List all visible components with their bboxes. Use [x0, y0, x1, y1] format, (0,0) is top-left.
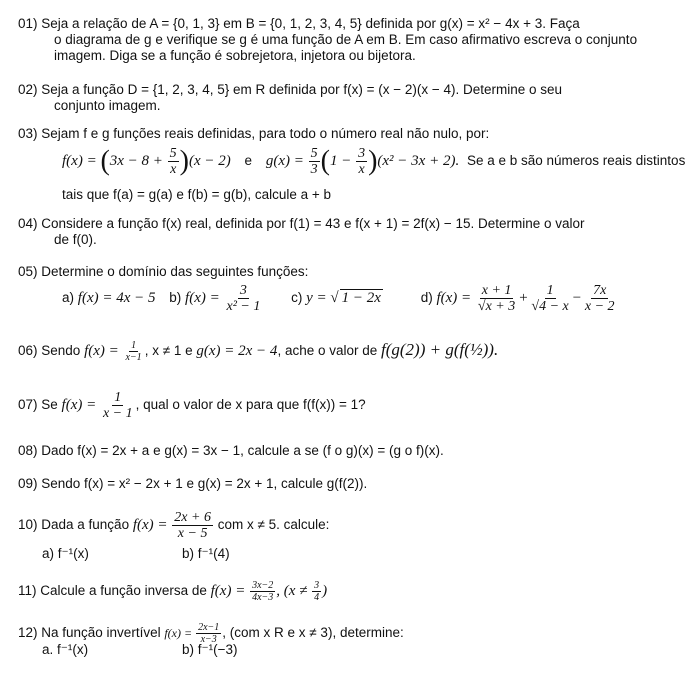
q05-d-num1: x + 1 — [481, 283, 512, 298]
question-09: 09) Sendo f(x) = x² − 2x + 1 e g(x) = 2x + 1, calcule g(f(2)). — [18, 476, 368, 491]
q03-g-num1: 5 — [310, 146, 318, 161]
q05-b-num: 3 — [239, 283, 247, 298]
question-10 — [18, 510, 329, 541]
question-08: 08) Dado f(x) = 2x + a e g(x) = 3x − 1, calcule a se (f o g)(x) = (g o f)(x). — [18, 443, 444, 458]
q03-f-b: (x − 2) — [189, 153, 231, 170]
q03-f-prefix: f(x) = — [62, 153, 101, 170]
q12-den: x−3 — [200, 634, 217, 645]
q03-g-a: 1 − — [329, 153, 356, 170]
question-06 — [18, 340, 498, 363]
q05-d-den3: x − 2 — [584, 299, 615, 314]
question-01 — [18, 16, 688, 64]
q03-g-den1: 3 — [310, 162, 318, 177]
q01-line3: imagem. Diga se a função é sobrejetora, injetora ou bijetora. — [54, 48, 416, 63]
q05-d-den2: √4 − x — [531, 299, 569, 314]
q10-a: a) f⁻¹(x) — [42, 546, 89, 561]
q05-d-label: d) — [420, 290, 433, 306]
q07-pre: 07) Se — [18, 397, 62, 413]
q06-f-den: x−1 — [125, 352, 142, 363]
q10-post: com x ≠ 5. calcule: — [213, 517, 330, 533]
q03-and: e — [244, 153, 253, 169]
q06-mid: , x ≠ 1 e — [144, 343, 197, 359]
q05-c-label: c) — [291, 290, 303, 306]
q03-tail: Se a e b são números reais distintos — [466, 153, 686, 169]
q10-num: 2x + 6 — [174, 510, 211, 525]
q05-d-den1: √x + 3 — [477, 299, 516, 314]
question-03 — [18, 126, 688, 142]
q11-pre: 11) Calcule a função inversa de — [18, 583, 211, 599]
q03-g-num2: 3 — [358, 146, 366, 161]
q03-f-num: 5 — [169, 146, 177, 161]
question-05 — [18, 264, 688, 280]
q10-b: b) f⁻¹(4) — [182, 546, 230, 561]
q11-num: 3x−2 — [252, 580, 274, 591]
q05-line1: 05) Determine o domínio das seguintes funções: — [18, 264, 309, 279]
q06-f-num: 1 — [131, 340, 137, 351]
q04-line1: 04) Considere a função f(x) real, definida por f(1) = 43 e f(x + 1) = 2f(x) − 15. Determine o valor — [18, 216, 585, 231]
q05-c-pre: y = √ — [306, 290, 339, 307]
q07-den: x − 1 — [102, 406, 133, 421]
q03-f-den: x — [170, 162, 177, 177]
q05-d-num2: 1 — [546, 283, 554, 298]
q11-c-den: 4 — [314, 592, 320, 603]
q03-f-a: 3x − 8 + — [109, 153, 167, 170]
q11-den: 4x−3 — [252, 592, 274, 603]
q05-b-label: b) — [169, 290, 182, 306]
q05-d-pre: f(x) = — [436, 290, 475, 307]
q12-num: 2x−1 — [198, 622, 220, 633]
q01-line2: o diagrama de g e verifique se g é uma função de A em B. Em caso afirmativo escreva o conjunto — [54, 32, 638, 47]
q11-c-num: 3 — [314, 580, 320, 591]
q06-ask: , ache o valor de — [277, 343, 382, 359]
q11-end: ) — [322, 583, 328, 600]
q10-den: x − 5 — [177, 526, 208, 541]
q06-f: f(x) = — [84, 343, 123, 360]
q06-g: g(x) = 2x − 4 — [196, 343, 278, 360]
q05-b-den: x² − 1 — [226, 299, 261, 314]
q12-post: , (com x R e x ≠ 3), determine: — [222, 625, 404, 641]
q07-f: f(x) = — [61, 397, 100, 414]
q04-line2: de f(0). — [54, 232, 97, 247]
q02-line2: conjunto imagem. — [54, 98, 161, 113]
q03-g-b: (x² − 3x + 2). — [377, 153, 460, 170]
q05-b-pre: f(x) = — [185, 290, 224, 307]
q11-mid: , (x ≠ — [276, 583, 312, 600]
q05-a-expr: f(x) = 4x − 5 — [77, 290, 156, 307]
q06-expr: f(g(2)) + g(f(½)). — [381, 340, 499, 360]
q12-pre: 12) Na função invertível — [18, 625, 165, 641]
q05-items: a) f(x) = 4x − 5 b) f(x) = $\frac{3}{\text{x² − 1}}$ c) y = √ 1 − 2x d) f(x) = $\frac{x + 1}{√x + 3}$ + $\frac{1}{√4 - x}$ − $\frac{7x}{x - 2}$ — [62, 283, 615, 314]
q01-line1: 01) Seja a relação de A = {0, 1, 3} em B = {0, 1, 2, 3, 4, 5} definida por g(x) = x² − 4x + 3. Faça — [18, 16, 580, 31]
q11-f: f(x) = — [210, 583, 250, 600]
q03-formula: f(x) = (3x − 8 + $\frac{5}{x}$ )(x − 2) e g(x) = $\frac{5}{3}$ (1 − $\frac{3}{x}$ )(x² − 3x + 2). Se a e b são números reais distintos — [62, 145, 686, 177]
q03-g-prefix: g(x) = — [265, 153, 308, 170]
q07-num: 1 — [114, 390, 122, 405]
q10-pre: 10) Dada a função — [18, 517, 133, 533]
question-04 — [18, 216, 688, 248]
question-07 — [18, 390, 366, 421]
q05-a-label: a) — [62, 290, 75, 306]
q05-d-num3: 7x — [593, 283, 607, 298]
q03-line1: 03) Sejam f e g funções reais definidas, para todo o número real não nulo, por: — [18, 126, 490, 141]
q12-f: f(x) = — [164, 626, 196, 641]
q12-b: b) f⁻¹(−3) — [182, 642, 238, 657]
question-02 — [18, 82, 688, 114]
q05-c-rad: 1 − 2x — [341, 290, 381, 307]
q03-line3: tais que f(a) = g(a) e f(b) = g(b), calcule a + b — [62, 187, 332, 202]
q10-f: f(x) = — [132, 517, 172, 534]
q07-post: , qual o valor de x para que f(f(x)) = 1? — [135, 397, 366, 413]
q06-pre: 06) Sendo — [18, 343, 85, 359]
q02-line1: 02) Seja a função D = {1, 2, 3, 4, 5} em R definida por f(x) = (x − 2)(x − 4). Determine o seu — [18, 82, 563, 97]
q12-a: a. f⁻¹(x) — [42, 642, 89, 657]
question-11 — [18, 580, 327, 603]
q03-g-den2: x — [358, 162, 365, 177]
